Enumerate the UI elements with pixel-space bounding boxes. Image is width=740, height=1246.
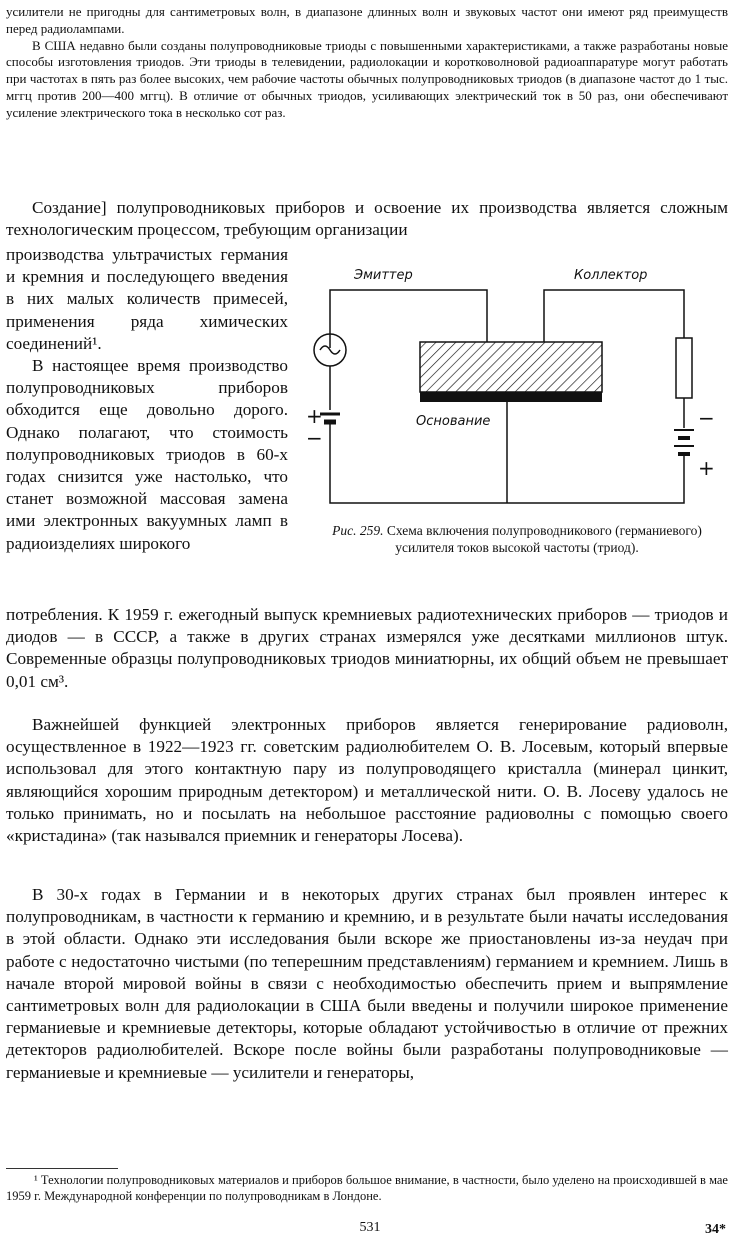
left-minus-sign: − bbox=[306, 426, 323, 450]
left-column-text bbox=[6, 244, 288, 555]
figure-caption bbox=[302, 522, 732, 556]
intro-paragraph-block bbox=[6, 197, 728, 241]
right-minus-sign: − bbox=[698, 406, 715, 430]
right-plus-sign: + bbox=[698, 456, 715, 480]
collector-label: Коллектор bbox=[574, 268, 648, 283]
figure-caption-text: Схема включения полупроводникового (германиевого) усилителя токов высокой частоты (триод). bbox=[386, 523, 702, 555]
footnote bbox=[6, 1172, 728, 1204]
crystal-block bbox=[420, 342, 602, 392]
emitter-label: Эмиттер bbox=[354, 268, 413, 283]
right-battery-icon bbox=[674, 408, 694, 466]
signature-mark: 34* bbox=[705, 1222, 726, 1237]
thirties-paragraph-block bbox=[6, 884, 728, 1084]
page-number: 531 bbox=[359, 1220, 381, 1235]
collector-wire bbox=[544, 290, 684, 342]
thirties-paragraph: В 30-х годах в Германии и в некоторых других странах был проявлен интерес к полупроводникам, в частности к германию и кремнию, и в результате были начаты исследования в этой области. Однако эти исследования были вскоре же приостановлены из-за неудач при работе с недостаточно чистыми (по теперешним представлениям) германием и кремнием. Лишь в начале второй мировой войны в связи с необходимостью обеспечить прием и выпрямление сантиметровых волн для радиолокации в США были введены и получили широкое применение германиевые и кремниевые детекторы, которые обладают устойчивостью в отличие от прежних детекторов радиолюбителей. Вскоре после войны были разработаны полупроводниковые — германиевые и кремниевые — усилители и генераторы, bbox=[6, 885, 728, 1082]
left-column-paragraph-1: производства ультрачистых германия и кремния и последующего введения в них малых количеств примесей, применения ряда химических соединений¹. bbox=[6, 245, 288, 353]
losev-paragraph: Важнейшей функцией электронных приборов является генерирование радиоволн, осуществленное в 1922—1923 гг. советским радиолюбителем О. В. Лосевым, который впервые использовал для этого контактную пару из полупроводящего кристалла (минерал цинкит, являющийся хорошим природным детектором) и металлической нити. О. В. Лосеву удалось не только принимать, но и посылать на небольшое расстояние радиоволны с помощью своего «кристадина» (так назывался приемник и генераторы Лосева). bbox=[6, 715, 728, 846]
figure-number: Рис. 259. bbox=[332, 523, 384, 538]
footnote-text: ¹ Технологии полупроводниковых материалов и приборов большое внимание, в частности, было уделено на происходившей в мае 1959 г. Международной конференции по полупроводникам в Лондоне. bbox=[6, 1173, 728, 1203]
top-paragraph-1: усилители не пригодны для сантиметровых волн, в диапазоне длинных волн и звуковых частот они имеют ряд преимуществ перед радиолампами. bbox=[6, 4, 728, 36]
top-paragraph-2: В США недавно были созданы полупроводниковые триоды с повышенными характеристиками, а также разработаны новые способы изготовления триодов. Эти триоды в телевидении, радиолокации и коротковолновой радиоаппаратуре могут работать при частотах в пять раз более высоких, чем рабочие частоты обычных полупроводниковых триодов (в диапазоне частот до 1 тыс. мггц против 200—400 мггц). В отличие от обычных триодов, усиливающих электрический ток в 50 раз, они обеспечивают усиление электрического тока в несколько сот раз. bbox=[6, 37, 728, 120]
continuation-paragraph-block bbox=[6, 604, 728, 693]
left-battery-icon bbox=[320, 414, 340, 446]
base-label: Основание bbox=[416, 414, 491, 429]
footnote-rule bbox=[6, 1168, 118, 1169]
left-column-paragraph-2: В настоящее время производство полупроводниковых приборов обходится еще довольно дорого. Однако полагают, что стоимость полупроводниковых триодов в 60-х годах снизится уже настолько, что станет возможной массовая замена ими электронных вакуумных ламп в радиоизделиях широкого bbox=[6, 356, 288, 553]
emitter-wire bbox=[330, 290, 487, 348]
intro-paragraph: Создание] полупроводниковых приборов и освоение их производства является сложным технологическим процессом, требующим организации bbox=[6, 198, 728, 240]
base-plate bbox=[420, 392, 602, 402]
losev-paragraph-block bbox=[6, 714, 728, 847]
resistor-icon bbox=[676, 338, 692, 398]
continuation-paragraph: потребления. К 1959 г. ежегодный выпуск кремниевых радиотехнических приборов — триодов и диодов — в СССР, а также в других странах измерялся уже десятками миллионов штук. Современные образцы полупроводниковых триодов миниатюрны, их общий объем не превышает 0,01 см³. bbox=[6, 605, 728, 691]
left-plus-sign: + bbox=[306, 404, 323, 428]
top-paragraphs bbox=[6, 4, 728, 122]
circuit-diagram bbox=[302, 258, 732, 518]
